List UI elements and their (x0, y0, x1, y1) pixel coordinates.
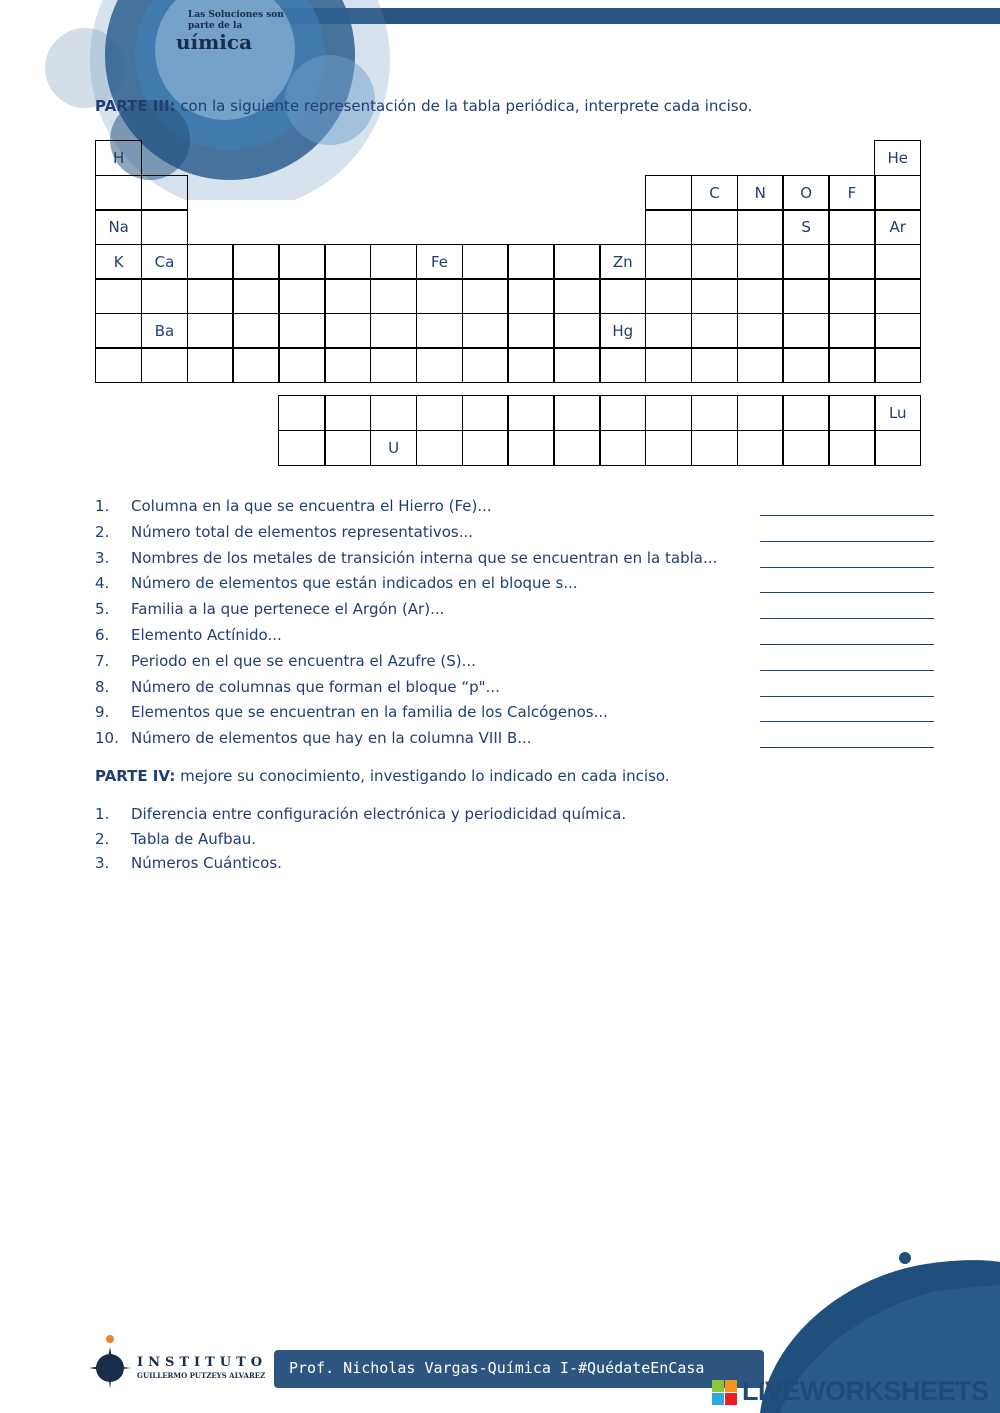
f-block-cell (507, 430, 554, 466)
footer-author-bar (274, 1350, 764, 1388)
element-cell (645, 347, 692, 383)
element-cell: O (782, 175, 829, 211)
element-cell (370, 347, 417, 383)
question-number: 8. (95, 677, 110, 696)
f-block-cell (324, 430, 371, 466)
f-block-cell (599, 395, 646, 431)
element-cell (645, 244, 692, 280)
element-cell (462, 244, 509, 280)
element-cell (599, 347, 646, 383)
element-cell (462, 278, 509, 314)
element-cell (553, 313, 600, 349)
answer-line[interactable] (760, 747, 934, 748)
f-block-cell (278, 395, 325, 431)
element-cell (645, 175, 692, 211)
element-cell (232, 347, 279, 383)
element-cell (874, 244, 921, 280)
f-block-cell (645, 395, 692, 431)
question-text: Elementos que se encuentran en la familia de los Calcógenos... (131, 703, 608, 722)
question-text: Número total de elementos representativos... (131, 522, 474, 541)
f-block-cell: U (370, 430, 417, 466)
question-text: Periodo en el que se encuentra el Azufre (S)... (131, 651, 476, 670)
part4-item (95, 803, 795, 828)
question-list (95, 495, 935, 753)
f-block-cell (828, 395, 875, 431)
question-number: 1. (95, 497, 110, 515)
question-number: 4. (95, 574, 110, 593)
element-cell (691, 244, 738, 280)
answer-line[interactable] (760, 721, 934, 722)
institute-emblem-icon (85, 1333, 135, 1393)
element-cell (95, 313, 142, 349)
element-cell: Ba (141, 313, 188, 349)
f-block-cell (737, 430, 784, 466)
f-block-cell (691, 430, 738, 466)
logo-text-line3: uímica (176, 30, 253, 54)
element-cell: Zn (599, 244, 646, 280)
element-cell: N (737, 175, 784, 211)
question-item (95, 572, 935, 598)
element-cell (278, 313, 325, 349)
element-cell: Ar (874, 209, 921, 245)
part4-item-number: 1. (95, 805, 110, 823)
element-cell (691, 313, 738, 349)
element-cell (232, 244, 279, 280)
element-cell (553, 244, 600, 280)
element-cell (324, 278, 371, 314)
element-cell (141, 175, 188, 211)
element-cell (691, 209, 738, 245)
f-block-cell (278, 430, 325, 466)
f-block-cell (507, 395, 554, 431)
element-cell (324, 347, 371, 383)
question-text: Número de elementos que hay en la columna VIII B... (131, 729, 532, 748)
f-block-cell (599, 430, 646, 466)
element-cell (645, 209, 692, 245)
question-item (95, 598, 935, 624)
f-block-cell (416, 430, 463, 466)
question-number: 5. (95, 600, 110, 619)
element-cell: Na (95, 209, 142, 245)
element-cell (737, 244, 784, 280)
element-cell (599, 278, 646, 314)
f-block-cell (737, 395, 784, 431)
element-cell (462, 313, 509, 349)
f-block-cell: Lu (874, 395, 921, 431)
question-number: 9. (95, 703, 110, 722)
question-text: Número de columnas que forman el bloque “p"... (131, 677, 500, 696)
element-cell (416, 347, 463, 383)
answer-line[interactable] (760, 618, 934, 619)
element-cell: Fe (416, 244, 463, 280)
part4-list (95, 803, 795, 877)
part4-item (95, 852, 795, 877)
element-cell (278, 244, 325, 280)
question-text: Número de elementos que están indicados en el bloque s... (131, 574, 578, 593)
element-cell: Ca (141, 244, 188, 280)
element-cell (324, 244, 371, 280)
element-cell (782, 244, 829, 280)
element-cell (737, 278, 784, 314)
question-text: Elemento Actínido... (131, 625, 282, 644)
answer-line[interactable] (760, 541, 934, 542)
f-block-cell (691, 395, 738, 431)
element-cell (782, 278, 829, 314)
answer-line[interactable] (760, 670, 934, 671)
part4-item-text: Números Cuánticos. (131, 854, 282, 872)
element-cell (507, 244, 554, 280)
answer-line[interactable] (760, 567, 934, 568)
part4-heading (95, 767, 670, 785)
element-cell (324, 313, 371, 349)
element-cell (95, 175, 142, 211)
header-logo (146, 8, 296, 78)
watermark-text: LIVEWORKSHEETS (742, 1376, 989, 1406)
element-cell (737, 347, 784, 383)
f-block-cell (370, 395, 417, 431)
element-cell (828, 278, 875, 314)
f-block-cell (782, 430, 829, 466)
element-cell (691, 347, 738, 383)
question-number: 10. (95, 729, 119, 748)
f-block-cell (553, 430, 600, 466)
question-text: Nombres de los metales de transición interna que se encuentran en la tabla... (131, 548, 718, 567)
part4-item-number: 3. (95, 854, 110, 872)
element-cell (462, 347, 509, 383)
element-cell (828, 209, 875, 245)
element-cell (232, 313, 279, 349)
element-cell (278, 347, 325, 383)
question-number: 2. (95, 522, 110, 541)
element-cell (874, 175, 921, 211)
element-cell: He (874, 140, 921, 176)
answer-line[interactable] (760, 515, 934, 516)
logo-text-line1: Las Soluciones son (188, 10, 284, 20)
element-cell: C (691, 175, 738, 211)
footer-author: Prof. Nicholas Vargas-Química I-#QuédateEnCasa (289, 1359, 705, 1377)
element-cell (95, 347, 142, 383)
element-cell (553, 347, 600, 383)
part3-text: con la siguiente representación de la tabla periódica, interprete cada inciso. (175, 97, 753, 115)
question-item (95, 701, 935, 727)
part4-item-number: 2. (95, 829, 110, 848)
element-cell: K (95, 244, 142, 280)
question-item (95, 495, 935, 521)
element-cell (370, 244, 417, 280)
logo-text-line2: parte de la (188, 21, 243, 31)
institute-logo (85, 1333, 270, 1393)
element-cell (782, 313, 829, 349)
element-cell: H (95, 140, 142, 176)
element-cell (874, 347, 921, 383)
f-block-cell (828, 430, 875, 466)
element-cell (828, 347, 875, 383)
element-cell (370, 278, 417, 314)
answer-line[interactable] (760, 592, 934, 593)
element-cell (507, 278, 554, 314)
f-block-cell (874, 430, 921, 466)
element-cell (141, 209, 188, 245)
part4-text: mejore su conocimiento, investigando lo indicado en cada inciso. (175, 767, 670, 785)
periodic-table (95, 140, 920, 470)
element-cell (187, 244, 234, 280)
element-cell (553, 278, 600, 314)
element-cell (645, 313, 692, 349)
element-cell (737, 313, 784, 349)
question-item (95, 547, 935, 573)
question-text: Familia a la que pertenece el Argón (Ar)... (131, 600, 445, 619)
element-cell (507, 313, 554, 349)
question-number: 3. (95, 548, 110, 567)
element-cell: Hg (599, 313, 646, 349)
part4-label: PARTE IV: (95, 767, 176, 785)
part4-item-text: Diferencia entre configuración electrónica y periodicidad química. (131, 805, 627, 823)
part3-heading (95, 97, 752, 115)
element-cell (782, 347, 829, 383)
element-cell (416, 313, 463, 349)
question-item (95, 676, 935, 702)
element-cell (187, 347, 234, 383)
element-cell (141, 278, 188, 314)
element-cell (278, 278, 325, 314)
element-cell (416, 278, 463, 314)
institute-name: INSTITUTO (137, 1355, 268, 1370)
f-block-cell (416, 395, 463, 431)
question-item (95, 624, 935, 650)
element-cell (874, 313, 921, 349)
part3-label: PARTE III: (95, 97, 176, 115)
element-cell (828, 244, 875, 280)
part4-item (95, 828, 795, 853)
question-number: 6. (95, 625, 110, 644)
answer-line[interactable] (760, 644, 934, 645)
f-block-cell (553, 395, 600, 431)
institute-subtitle: GUILLERMO PUTZEYS ALVAREZ (137, 1371, 266, 1380)
question-item (95, 521, 935, 547)
element-cell (141, 347, 188, 383)
element-cell (737, 209, 784, 245)
element-cell (187, 278, 234, 314)
f-block-cell (462, 395, 509, 431)
element-cell (95, 278, 142, 314)
liveworksheets-watermark (700, 1374, 1000, 1413)
element-cell (874, 278, 921, 314)
answer-line[interactable] (760, 696, 934, 697)
question-text: Columna en la que se encuentra el Hierro (Fe)... (131, 497, 492, 515)
element-cell (691, 278, 738, 314)
element-cell (187, 313, 234, 349)
question-number: 7. (95, 651, 110, 670)
f-block-cell (462, 430, 509, 466)
element-cell (370, 313, 417, 349)
element-cell (828, 313, 875, 349)
element-cell (232, 278, 279, 314)
question-item (95, 650, 935, 676)
part4-item-text: Tabla de Aufbau. (131, 829, 257, 848)
f-block-cell (324, 395, 371, 431)
element-cell (507, 347, 554, 383)
question-item (95, 727, 935, 753)
f-block-cell (645, 430, 692, 466)
f-block-cell (782, 395, 829, 431)
liveworksheets-logo-icon (712, 1380, 738, 1406)
element-cell: S (782, 209, 829, 245)
element-cell: F (828, 175, 875, 211)
element-cell (645, 278, 692, 314)
